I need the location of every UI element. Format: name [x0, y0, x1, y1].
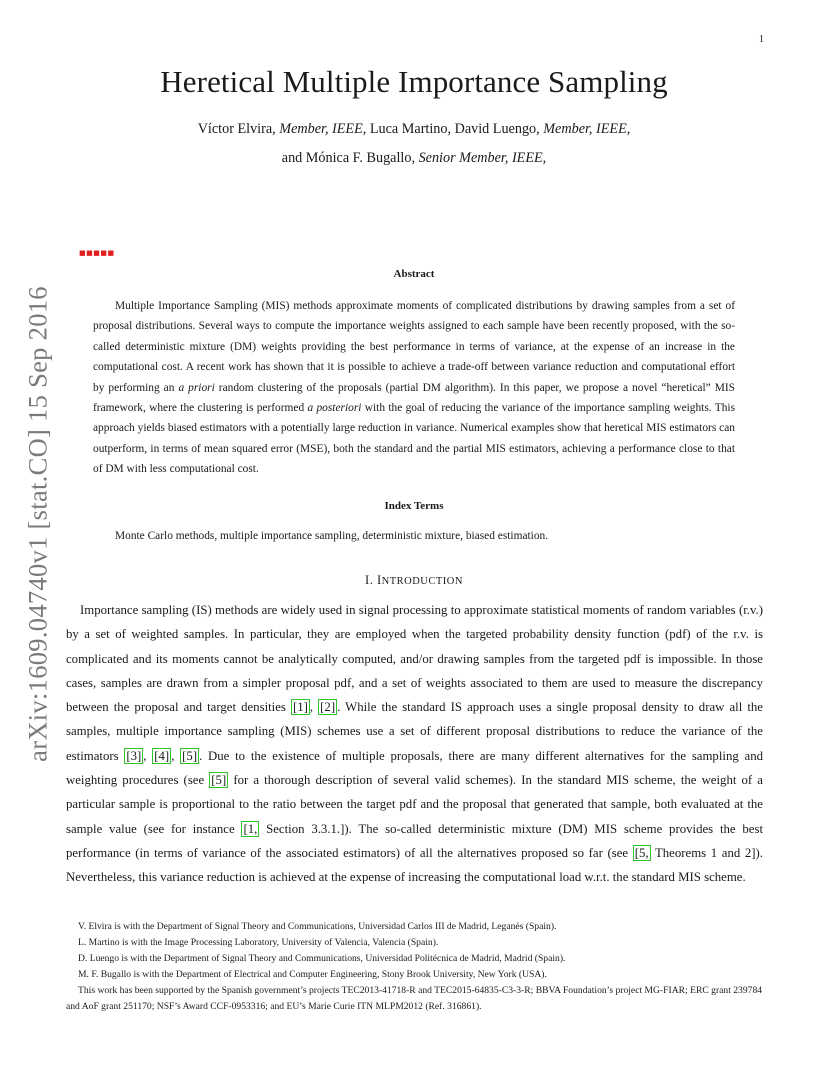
citation-link[interactable]: [1] — [292, 700, 308, 715]
section-numeral: I. — [365, 573, 377, 587]
citation-link[interactable]: [2] — [320, 700, 336, 715]
author-text: Luca Martino, David Luengo, — [366, 121, 544, 137]
footnote: M. F. Bugallo is with the Department of Electrical and Computer Engineering, Stony Brook University, New York (USA). — [78, 969, 547, 980]
paper-title: Heretical Multiple Importance Sampling — [160, 64, 668, 99]
citation-link[interactable]: [5, — [634, 845, 649, 860]
intro-text: , — [309, 700, 319, 715]
abstract-part: random clustering of the proposals (partial DM algorithm). In this paper, we propose a novel “heretical” MIS framework, where the clustering is performed — [93, 381, 735, 415]
index-terms-heading: Index Terms — [384, 500, 444, 512]
footnote: D. Luengo is with the Department of Signal Theory and Communications, Universidad Politécnica de Madrid, Madrid (Spain). — [78, 953, 566, 964]
author-line-1 — [0, 121, 828, 138]
abstract-heading: Abstract — [393, 268, 435, 280]
red-marker-icon: ■■■■■ — [79, 249, 115, 257]
section-initial: I — [376, 573, 382, 587]
citation-link[interactable]: [5] — [182, 748, 198, 763]
abstract-part: Multiple Importance Sampling (MIS) methods approximate moments of complicated distributions by drawing samples from a set of proposal distributions. Several ways to compute the importance weights assigned to each sample have been recently proposed, with the so-called deterministic mixture (DM) weights providing the best performance in terms of variance, at the expense of an increase in the computational cost. A recent work has shown that it is possible to achieve a trade-off between variance reduction and computational effort by performing an — [93, 300, 735, 394]
author-text: Víctor Elvira, — [197, 121, 280, 137]
intro-text: Theorems 1 and 2]). Nevertheless, this variance reduction is achieved at the expense of increasing the computational load w.r.t. the standard MIS scheme. — [66, 845, 763, 885]
intro-text: , — [171, 748, 181, 763]
citation-link[interactable]: [3] — [126, 748, 142, 763]
citation-link[interactable]: [1, — [243, 821, 258, 836]
author-text: and Mónica F. Bugallo, — [281, 150, 419, 166]
page-number: 1 — [759, 34, 764, 45]
intro-text: for a thorough description of several valid schemes). In the standard MIS scheme, the weight of a particular sample is proportional to the ratio between the target pdf and the proposal that generated that sample, both evaluated at the sample value (see for instance — [66, 773, 763, 836]
abstract-emphasis: a priori — [178, 381, 215, 394]
section-title-rest: NTRODUCTION — [381, 576, 463, 587]
abstract-text — [93, 296, 735, 480]
citation-link[interactable]: [4] — [154, 748, 170, 763]
arxiv-identifier-stamp: arXiv:1609.04740v1 [stat.CO] 15 Sep 2016 — [22, 286, 53, 762]
abstract-emphasis: a posteriori — [307, 402, 362, 415]
footnote: L. Martino is with the Image Processing Laboratory, University of Valencia, Valencia (Spain). — [78, 937, 439, 948]
section-heading-introduction — [0, 573, 828, 588]
intro-text: Section 3.3.1.]). The so-called deterministic mixture (DM) MIS scheme provides the best performance (in terms of variance of the associated estimators) of all the alternatives proposed so far (see — [66, 821, 763, 860]
footnote: This work has been supported by the Spanish government’s projects TEC2013-41718-R and TEC2015-64835-C3-3-R; BBVA Foundation’s project MG-FIAR; ERC grant 239784 and AoF grant 251170; NSF’s Award CCF-0953316; and EU’s Marie Curie ITN MLPM2012 (Ref. 316861). — [66, 985, 763, 1012]
intro-text: . While the standard IS approach uses a single proposal density to draw all the samples, multiple importance sampling (MIS) schemes use a set of different proposal distributions to reduce the variance of the estimators — [66, 700, 763, 763]
footnote: V. Elvira is with the Department of Signal Theory and Communications, Universidad Carlos III de Madrid, Leganés (Spain). — [78, 921, 557, 932]
intro-text: , — [143, 748, 153, 763]
index-terms-text: Monte Carlo methods, multiple importance sampling, deterministic mixture, biased estimation. — [115, 530, 549, 542]
footnotes — [66, 919, 763, 1015]
abstract-part: with the goal of reducing the variance of the importance sampling weights. This approach yields biased estimators with a potentially large reduction in variance. Numerical examples show that heretical MIS estimators can outperform, in terms of mean squared error (MSE), both the standard and the partial MIS estimators, achieving a performance close to that of DM with less computational cost. — [93, 402, 735, 476]
intro-text: . Due to the existence of multiple proposals, there are many different alternatives for the sampling and weighting procedures (see — [66, 748, 763, 788]
citation-link[interactable]: [5] — [211, 773, 227, 788]
author-line-2 — [0, 150, 828, 167]
author-role: Senior Member, IEEE, — [418, 150, 547, 166]
intro-text: Importance sampling (IS) methods are widely used in signal processing to approximate statistical moments of random variables (r.v.) by a set of weighted samples. In particular, they are employed when the targeted probability density function (pdf) of the r.v. is complicated and its moments cannot be analytically computed, and/or drawing samples from the targeted pdf is impossible. In those cases, samples are drawn from a simpler proposal pdf, and a set of weights associated to them are used to measure the discrepancy between the proposal and target densities — [66, 603, 763, 715]
introduction-paragraph — [66, 598, 763, 890]
author-role: Member, IEEE, — [543, 121, 631, 137]
author-role: Member, IEEE, — [279, 121, 367, 137]
